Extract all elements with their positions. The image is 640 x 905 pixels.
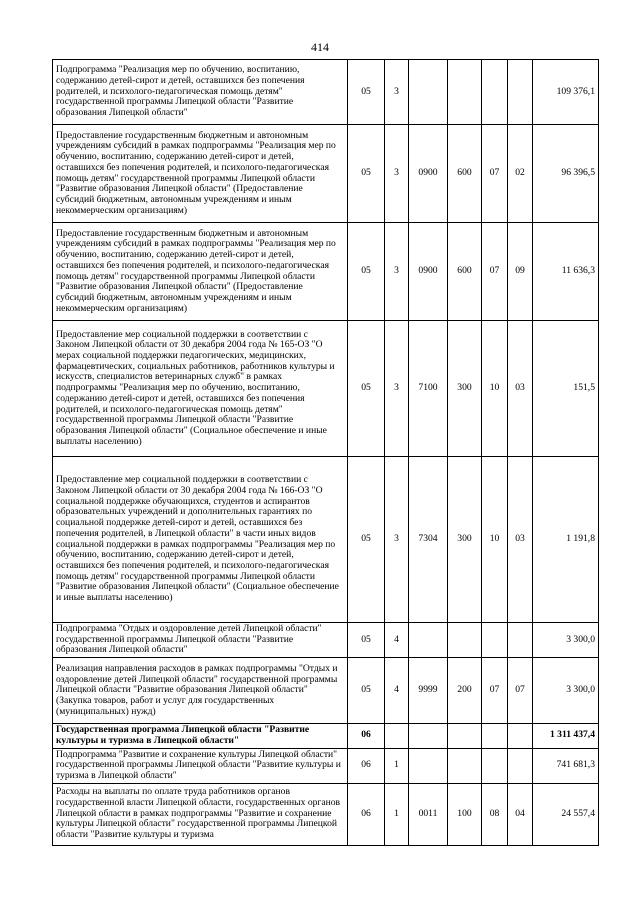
program-code: 05 [348,125,385,223]
section-code: 07 [482,658,508,724]
expense-type-code: 600 [448,125,482,223]
target-article-code [409,748,448,783]
subsection-code [508,748,533,783]
table-row [53,457,599,623]
table-row [53,658,599,724]
program-code: 05 [348,623,385,658]
section-code: 10 [482,321,508,457]
table-row [53,321,599,457]
subprogram-code: 1 [385,748,409,783]
row-description: Предоставление государственным бюджетным и автономным учреждениям субсидий в рамках подпрограммы "Реализация мер по обучению, воспитанию, содержанию детей-сирот и детей, оставшихся без попечения родителей, и психолого-педагогическая помощь детям" государственной программы Липецкой области "Развитие образования Липецкой области" (Предоставление субсидий бюджетным, автономным учреждениям и иным некоммерческим организациям) [53,125,348,223]
amount: 151,5 [533,321,599,457]
target-article-code [409,724,448,748]
section-code: 10 [482,457,508,623]
subsection-code: 09 [508,223,533,321]
row-description: Предоставление мер социальной поддержки в соответствии с Законом Липецкой области от 30 декабря 2004 года № 165-ОЗ "О мерах социальной поддержки педагогических, медицинских, фармацевтических, социальных работников, работников культуры и искусств, специалистов ветеринарных служб" в рамках подпрограммы "Реализация мер по обучению, воспитанию, содержанию детей-сирот и детей, оставшихся без попечения родителей, и психолого-педагогическая помощь детям" государственной программы Липецкой области "Развитие образования Липецкой области" (Социальное обеспечение и иные выплаты населению) [53,321,348,457]
expense-type-code: 300 [448,457,482,623]
subsection-code [508,60,533,125]
subprogram-code: 4 [385,623,409,658]
row-description: Предоставление государственным бюджетным и автономным учреждениям субсидий в рамках подпрограммы "Реализация мер по обучению, воспитанию, содержанию детей-сирот и детей, оставшихся без попечения родителей, и психолого-педагогическая помощь детям" государственной программы Липецкой области "Развитие образования Липецкой области" (Предоставление субсидий бюджетным, автономным учреждениям и иным некоммерческим организациям) [53,223,348,321]
row-description: Государственная программа Липецкой области "Развитие культуры и туризма в Липецкой области" [53,724,348,748]
subsection-code: 07 [508,658,533,724]
section-code: 08 [482,783,508,845]
amount: 3 300,0 [533,623,599,658]
target-article-code [409,60,448,125]
subprogram-code: 3 [385,321,409,457]
subprogram-code: 3 [385,223,409,321]
section-code [482,724,508,748]
subsection-code: 02 [508,125,533,223]
program-code: 05 [348,321,385,457]
target-article-code: 0900 [409,125,448,223]
row-description: Подпрограмма "Развитие и сохранение культуры Липецкой области" государственной программы Липецкой области "Развитие культуры и туризма в Липецкой области" [53,748,348,783]
subsection-code [508,724,533,748]
table-row [53,223,599,321]
expense-type-code: 300 [448,321,482,457]
program-code: 06 [348,748,385,783]
section-code [482,60,508,125]
amount: 3 300,0 [533,658,599,724]
row-description: Подпрограмма "Отдых и оздоровление детей Липецкой области" государственной программы Липецкой области "Развитие образования Липецкой области" [53,623,348,658]
subprogram-code: 3 [385,125,409,223]
target-article-code: 0011 [409,783,448,845]
amount: 109 376,1 [533,60,599,125]
program-code: 06 [348,724,385,748]
row-description: Расходы на выплаты по оплате труда работников органов государственной власти Липецкой области, государственных органов Липецкой области в рамках подпрограммы "Развитие и сохранение культуры Липецкой области" государственной программы Липецкой области "Развитие культуры и туризма [53,783,348,845]
subprogram-code: 1 [385,783,409,845]
expense-type-code: 600 [448,223,482,321]
amount: 1 311 437,4 [533,724,599,748]
budget-table [52,59,599,846]
target-article-code: 0900 [409,223,448,321]
table-row [53,60,599,125]
program-code: 05 [348,658,385,724]
amount: 741 681,3 [533,748,599,783]
amount: 96 396,5 [533,125,599,223]
amount: 24 557,4 [533,783,599,845]
expense-type-code [448,748,482,783]
subsection-code: 03 [508,457,533,623]
target-article-code [409,623,448,658]
table-row [53,748,599,783]
table-row [53,783,599,845]
target-article-code: 7100 [409,321,448,457]
row-description: Предоставление мер социальной поддержки в соответствии с Законом Липецкой области от 30 декабря 2004 года № 166-ОЗ "О социальной поддержке обучающихся, студентов и аспирантов образовательных учреждений и дополнительных гарантиях по социальной поддержке детей-сирот и детей, оставшихся без попечения родителей, в Липецкой области" в части иных видов социальной поддержки в рамках подпрограммы "Реализация мер по обучению, воспитанию, содержанию детей-сирот и детей, оставшихся без попечения родителей, и психолого-педагогическая помощь детям" государственной программы Липецкой области "Развитие образования Липецкой области" (Социальное обеспечение и иные выплаты населению) [53,457,348,623]
target-article-code: 7304 [409,457,448,623]
subsection-code [508,623,533,658]
row-description: Реализация направления расходов в рамках подпрограммы "Отдых и оздоровление детей Липецкой области" государственной программы Липецкой области "Развитие образования Липецкой области" (Закупка товаров, работ и услуг для государственных (муниципальных) нужд) [53,658,348,724]
subprogram-code: 4 [385,658,409,724]
amount: 1 191,8 [533,457,599,623]
section-code: 07 [482,125,508,223]
section-code: 07 [482,223,508,321]
program-code: 06 [348,783,385,845]
amount: 11 636,3 [533,223,599,321]
page-number: 414 [311,40,329,54]
subsection-code: 03 [508,321,533,457]
target-article-code: 9999 [409,658,448,724]
section-code [482,748,508,783]
table-row [53,724,599,748]
row-description: Подпрограмма "Реализация мер по обучению, воспитанию, содержанию детей-сирот и детей, оставшихся без попечения родителей, и психолого-педагогическая помощь детям" государственной программы Липецкой области "Развитие образования Липецкой области" [53,60,348,125]
subprogram-code [385,724,409,748]
program-code: 05 [348,223,385,321]
expense-type-code [448,60,482,125]
expense-type-code [448,623,482,658]
program-code: 05 [348,60,385,125]
table-row [53,125,599,223]
expense-type-code: 200 [448,658,482,724]
expense-type-code [448,724,482,748]
expense-type-code: 100 [448,783,482,845]
program-code: 05 [348,457,385,623]
section-code [482,623,508,658]
subsection-code: 04 [508,783,533,845]
subprogram-code: 3 [385,457,409,623]
table-row [53,623,599,658]
subprogram-code: 3 [385,60,409,125]
